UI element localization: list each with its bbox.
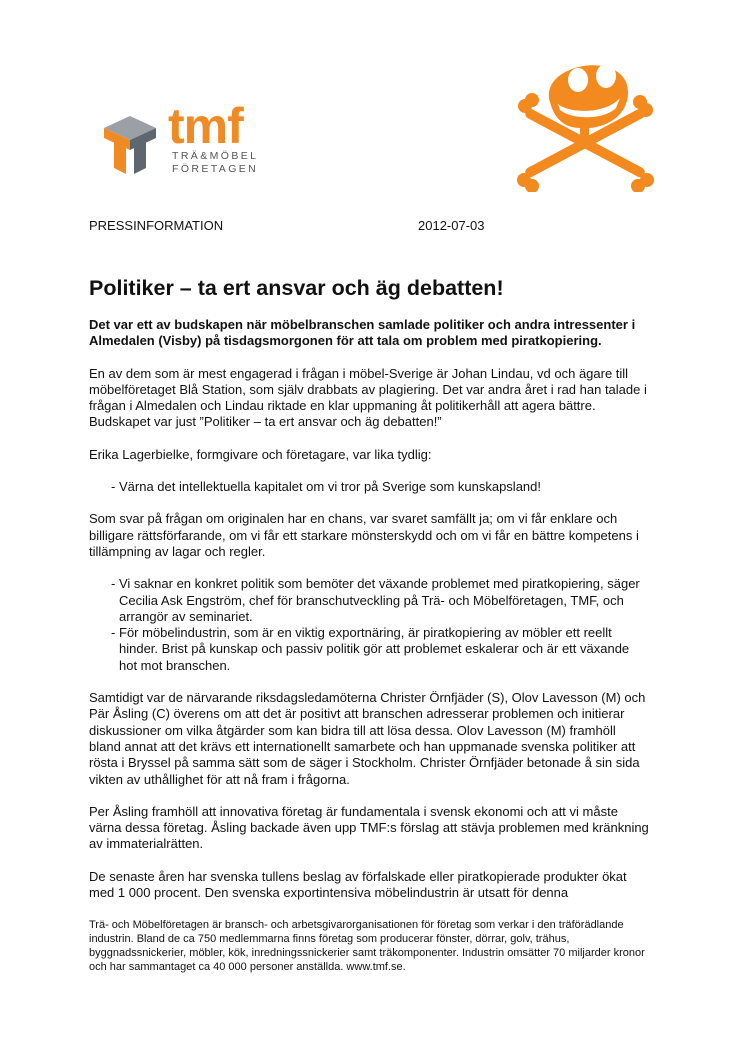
quote-list-2	[89, 576, 649, 674]
organization-footer: Trä- och Möbelföretagen är bransch- och arbetsgivarorganisationen för företag som verkar i den träförädlande industrin. Bland de ca 750 medlemmarna finns företag som producerar fönster, dörrar, golv, trähus, byggnadssnickerier, möbler, kök, inredningssnickerier samt träkomponenter. Industrin omsätter 70 miljarder kronor och har sammantaget ca 40 000 personer anställda. www.tmf.se.	[89, 919, 645, 973]
list-item	[89, 625, 649, 674]
paragraph-1: En av dem som är mest engagerad i frågan i möbel-Sverige är Johan Lindau, vd och ägare till möbelföretaget Blå Station, som själv drabbats av plagiering. Det var andra året i rad han talade i frågan i Almedalen och Lindau riktade en klar uppmaning åt politikerhåll att agera bättre. Budskapet var just ”Politiker – ta ert ansvar och äg debatten!”	[89, 365, 647, 430]
paragraph-4: Samtidigt var de närvarande riksdagsledamöterna Christer Örnfjäder (S), Olov Lavesson (M) och Pär Åsling (C) överens om att det är positivt att branschen adresserar problemen och initierar diskussioner om vilka åtgärder som kan bidra till att lösa dessa. Olov Lavesson (M) framhöll bland annat att det krävs ett internationellt samarbete och han uppmanade svenska politiker att rösta i Bryssel på samma sätt som de säger i Stockholm. Christer Örnfjäder betonade å sin sida vikten av uthållighet för att nå fram i frågorna.	[89, 690, 646, 787]
list-item-text: För möbelindustrin, som är en viktig exportnäring, är piratkopiering av möbler ett reellt hinder. Brist på kunskap och passiv politik gör att problemet eskalerar och är ett växande hot mot branschen.	[119, 625, 630, 673]
tmf-logo	[96, 98, 276, 176]
press-date: 2012-07-03	[418, 218, 485, 233]
paragraph-6: De senaste åren har svenska tullens beslag av förfalskade eller piratkopierade produkter ökat med 1 000 procent. Den svenska exportintensiva möbelindustrin är utsatt för denna	[89, 868, 627, 901]
press-label: PRESSINFORMATION	[89, 218, 224, 233]
list-item-text: Värna det intellektuella kapitalet om vi tror på Sverige som kunskapsland!	[119, 479, 541, 495]
list-item	[89, 576, 649, 625]
list-item	[89, 479, 649, 495]
list-item-text: Vi saknar en konkret politik som bemöter det växande problemet med piratkopiering, säger Cecilia Ask Engström, chef för branschutveckling på Trä- och Möbelföretagen, TMF, och arrangör av seminariet.	[119, 576, 640, 624]
dash-bullet: -	[111, 625, 116, 641]
paragraph-5: Per Åsling framhöll att innovativa företag är fundamentala i svensk ekonomi och att vi måste värna dessa företag. Åsling backade även upp TMF:s förslag att stävja problemen med kränkning av immaterialrätten.	[89, 803, 649, 852]
tmf-subtitle-line-1: TRÄ&MÖBEL	[172, 150, 259, 162]
tmf-cube-icon	[96, 106, 166, 176]
dash-bullet: -	[111, 576, 116, 592]
tmf-wordmark: tmf	[168, 98, 243, 154]
chair-skull-crossbones-icon	[510, 42, 660, 192]
tmf-subtitle-line-2: FÖRETAGEN	[172, 163, 259, 175]
lead-paragraph: Det var ett av budskapen när möbelbranschen samlade politiker och andra intressenter i Almedalen (Visby) på tisdagsmorgonen för att tala om problem med piratkopiering.	[89, 317, 636, 349]
dash-bullet: -	[111, 479, 116, 495]
paragraph-2: Erika Lagerbielke, formgivare och företagare, var lika tydlig:	[89, 446, 432, 462]
paragraph-3: Som svar på frågan om originalen har en chans, var svaret samfällt ja; om vi får enklare och billigare rättsförfarande, om vi får ett starkare mönsterskydd och om vi får en bättre kompetens i tillämpning av lagar och regler.	[89, 511, 639, 559]
quote-list-1	[89, 479, 649, 495]
article-body	[89, 317, 649, 901]
tmf-subtitle	[172, 150, 258, 176]
headline: Politiker – ta ert ansvar och äg debatten!	[89, 276, 504, 300]
